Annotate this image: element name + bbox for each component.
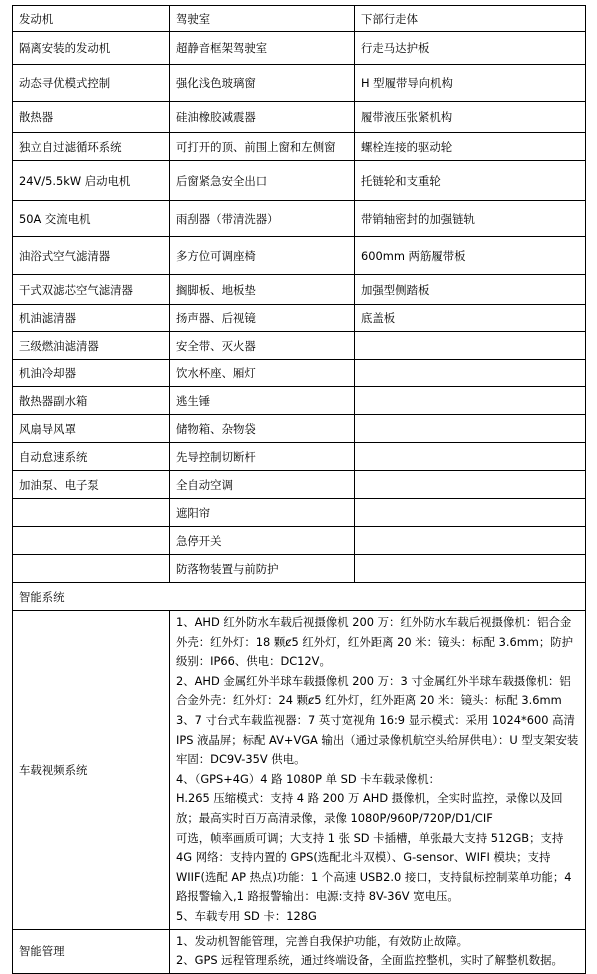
cab-cell: 雨刮器（带清洗器）	[170, 201, 355, 237]
undercarriage-cell	[355, 387, 586, 415]
table-row	[13, 360, 586, 387]
equipment-table	[12, 5, 586, 974]
undercarriage-cell	[355, 555, 586, 583]
engine-cell	[13, 555, 170, 583]
engine-cell: 加油泵、电子泵	[13, 471, 170, 499]
video-item-2: 2、AHD 金属红外半球车载摄像机 200 万：3 寸金属红外半球车载摄像机：铝合金外壳：红外灯：24 颗ȼ5 红外灯，红外距离 20 米：镜头：标配 3.6mm	[176, 673, 571, 708]
cab-cell: 先导控制切断杆	[170, 443, 355, 471]
table-row	[13, 527, 586, 555]
header-undercarriage: 下部行走体	[355, 6, 586, 32]
cab-cell: 安全带、灭火器	[170, 332, 355, 360]
table-row	[13, 471, 586, 499]
smart-system-title: 智能系统	[13, 583, 586, 611]
engine-cell: 隔离安装的发动机	[13, 32, 170, 65]
engine-cell	[13, 527, 170, 555]
cab-cell: 急停开关	[170, 527, 355, 555]
table-row	[13, 102, 586, 133]
engine-cell: 独立自过滤循环系统	[13, 133, 170, 161]
cab-cell: 遮阳帘	[170, 499, 355, 527]
engine-cell: 散热器副水箱	[13, 387, 170, 415]
cab-cell: 搁脚板、地板垫	[170, 275, 355, 305]
cab-cell: 硅油橡胶减震器	[170, 102, 355, 133]
video-item-1: 1、AHD 红外防水车载后视摄像机 200 万：红外防水车载后视摄像机：铝合金外壳：红外灯：18 颗ȼ5 红外灯，红外距离 20 米：镜头：标配 3.6mm；防护级别：IP66、供电：DC12V。	[176, 615, 574, 669]
table-header-row	[13, 6, 586, 32]
cab-cell: 多方位可调座椅	[170, 237, 355, 275]
table-row	[13, 275, 586, 305]
cab-cell: 逃生锤	[170, 387, 355, 415]
header-engine: 发动机	[13, 6, 170, 32]
engine-cell: 50A 交流电机	[13, 201, 170, 237]
table-row	[13, 555, 586, 583]
table-row	[13, 32, 586, 65]
smart-management-description	[170, 929, 586, 973]
header-cab: 驾驶室	[170, 6, 355, 32]
engine-cell: 散热器	[13, 102, 170, 133]
undercarriage-cell: 底盖板	[355, 305, 586, 332]
video-item-5: 5、车载专用 SD 卡：128G	[176, 908, 317, 923]
engine-cell: 机油冷却器	[13, 360, 170, 387]
undercarriage-cell	[355, 443, 586, 471]
engine-cell: 自动怠速系统	[13, 443, 170, 471]
engine-cell: 动态寻优模式控制	[13, 65, 170, 102]
cab-cell: 超静音框架驾驶室	[170, 32, 355, 65]
table-row	[13, 387, 586, 415]
engine-cell: 三级燃油滤清器	[13, 332, 170, 360]
table-row	[13, 237, 586, 275]
table-row	[13, 305, 586, 332]
undercarriage-cell: 加强型侧踏板	[355, 275, 586, 305]
table-row	[13, 133, 586, 161]
engine-cell: 风扇导风罩	[13, 415, 170, 443]
cab-cell: 强化浅色玻璃窗	[170, 65, 355, 102]
section-title-row	[13, 583, 586, 611]
cab-cell: 防落物装置与前防护	[170, 555, 355, 583]
undercarriage-cell	[355, 471, 586, 499]
mgmt-item-1: 1、发动机智能管理，完善自我保护功能，有效防止故障。	[176, 933, 469, 948]
table-row	[13, 415, 586, 443]
undercarriage-cell	[355, 499, 586, 527]
table-row	[13, 161, 586, 201]
smart-management-label: 智能管理	[13, 929, 170, 973]
video-system-description	[170, 611, 586, 930]
undercarriage-cell: 螺栓连接的驱动轮	[355, 133, 586, 161]
cab-cell: 后窗紧急安全出口	[170, 161, 355, 201]
video-item-3: 3、7 寸台式车载监视器：7 英寸宽视角 16:9 显示模式：采用 1024*600 高清 IPS 液晶屏；标配 AV+VGA 输出（通过录像机航空头给屏供电）：U 型支架安装牢固：DC9V-35V 供电。	[176, 712, 579, 767]
table-row	[13, 65, 586, 102]
mgmt-item-2: 2、GPS 远程管理系统，通过终端设备，全面监控整机，实时了解整机数据。	[176, 953, 563, 968]
undercarriage-cell	[355, 415, 586, 443]
cab-cell: 全自动空调	[170, 471, 355, 499]
video-item-4-detail-a: H.265 压缩模式：支持 4 路 200 万 AHD 摄像机，全实时监控，录像以及回放；最高实时百万高清录像，录像 1080P/960P/720P/D1/CIF	[176, 791, 563, 825]
smart-management-row	[13, 929, 586, 973]
undercarriage-cell: 带销轴密封的加强链轨	[355, 201, 586, 237]
cab-cell: 扬声器、后视镜	[170, 305, 355, 332]
undercarriage-cell	[355, 360, 586, 387]
engine-cell: 干式双滤芯空气滤清器	[13, 275, 170, 305]
undercarriage-cell: 托链轮和支重轮	[355, 161, 586, 201]
video-item-4: 4、（GPS+4G）4 路 1080P 单 SD 卡车载录像机：	[176, 771, 440, 786]
undercarriage-cell: 行走马达护板	[355, 32, 586, 65]
table-row	[13, 201, 586, 237]
table-row	[13, 499, 586, 527]
table-row	[13, 443, 586, 471]
video-system-label: 车载视频系统	[13, 611, 170, 930]
undercarriage-cell	[355, 332, 586, 360]
table-row	[13, 332, 586, 360]
undercarriage-cell: 600mm 两筋履带板	[355, 237, 586, 275]
cab-cell: 饮水杯座、厢灯	[170, 360, 355, 387]
engine-cell: 24V/5.5kW 启动电机	[13, 161, 170, 201]
cab-cell: 可打开的顶、前围上窗和左侧窗	[170, 133, 355, 161]
undercarriage-cell	[355, 527, 586, 555]
engine-cell: 机油滤清器	[13, 305, 170, 332]
cab-cell: 储物箱、杂物袋	[170, 415, 355, 443]
undercarriage-cell: 履带液压张紧机构	[355, 102, 586, 133]
engine-cell	[13, 499, 170, 527]
engine-cell: 油浴式空气滤清器	[13, 237, 170, 275]
video-item-4-detail-b: 可选，帧率画质可调；大支持 1 张 SD 卡插槽，单张最大支持 512GB；支持 4G 网络：支持内置的 GPS(选配北斗双模）、G-sensor、WIFI 模块；支持 WIIF(选配 AP 热点)功能：1 个高速 USB2.0 接口，支持鼠标控制菜单功能；4 路报警输入,1 路报警输出：电源:支持 8V-36V 宽电压。	[176, 830, 572, 904]
video-system-row	[13, 611, 586, 930]
undercarriage-cell: H 型履带导向机构	[355, 65, 586, 102]
